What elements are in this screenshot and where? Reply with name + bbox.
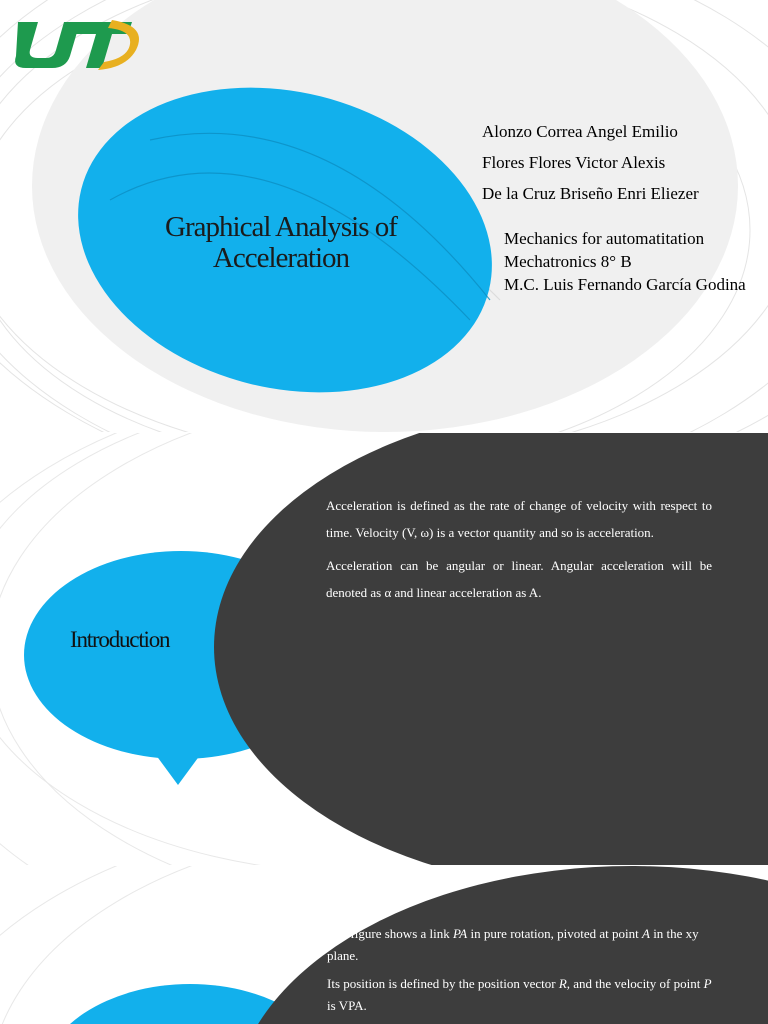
teacher-name: M.C. Luis Fernando García Godina — [504, 275, 746, 294]
slide-title: Graphical Analysis of Acceleration — [165, 211, 397, 274]
section-title: Introduction — [70, 627, 170, 652]
author-list — [482, 116, 762, 209]
title-slide — [0, 0, 768, 432]
point-label: P — [703, 976, 712, 991]
speech-bubble-tail — [153, 751, 203, 785]
course-info — [504, 227, 759, 296]
paragraph: Acceleration can be angular or linear. Angular acceleration will be denoted as α and linear acceleration as A. — [326, 558, 712, 600]
introduction-slide — [0, 433, 768, 865]
link-label: PA — [453, 926, 468, 941]
rotation-slide — [0, 866, 768, 1024]
intro-text — [326, 493, 712, 613]
group-name: Mechatronics 8° B — [504, 252, 632, 271]
paragraph: Acceleration is defined as the rate of change of velocity with respect to time. Velocity (V, ω) is a vector quantity and so is acceleration. — [326, 498, 712, 540]
author-name: De la Cruz Briseño Enri Eliezer — [482, 184, 699, 203]
author-name: Flores Flores Victor Alexis — [482, 153, 666, 172]
paragraph: Its position is defined by the position vector R, and the velocity of point P is VPA. — [327, 976, 712, 1013]
point-label: A — [641, 926, 650, 941]
paragraph: The figure shows a link PA in pure rotation, pivoted at point A in the xy plane. — [327, 926, 699, 963]
vector-label: R — [558, 976, 567, 991]
author-name: Alonzo Correa Angel Emilio — [482, 122, 678, 141]
ut-logo-icon — [8, 16, 142, 72]
rotation-text — [327, 923, 715, 1023]
course-name: Mechanics for automatitation — [504, 229, 705, 248]
